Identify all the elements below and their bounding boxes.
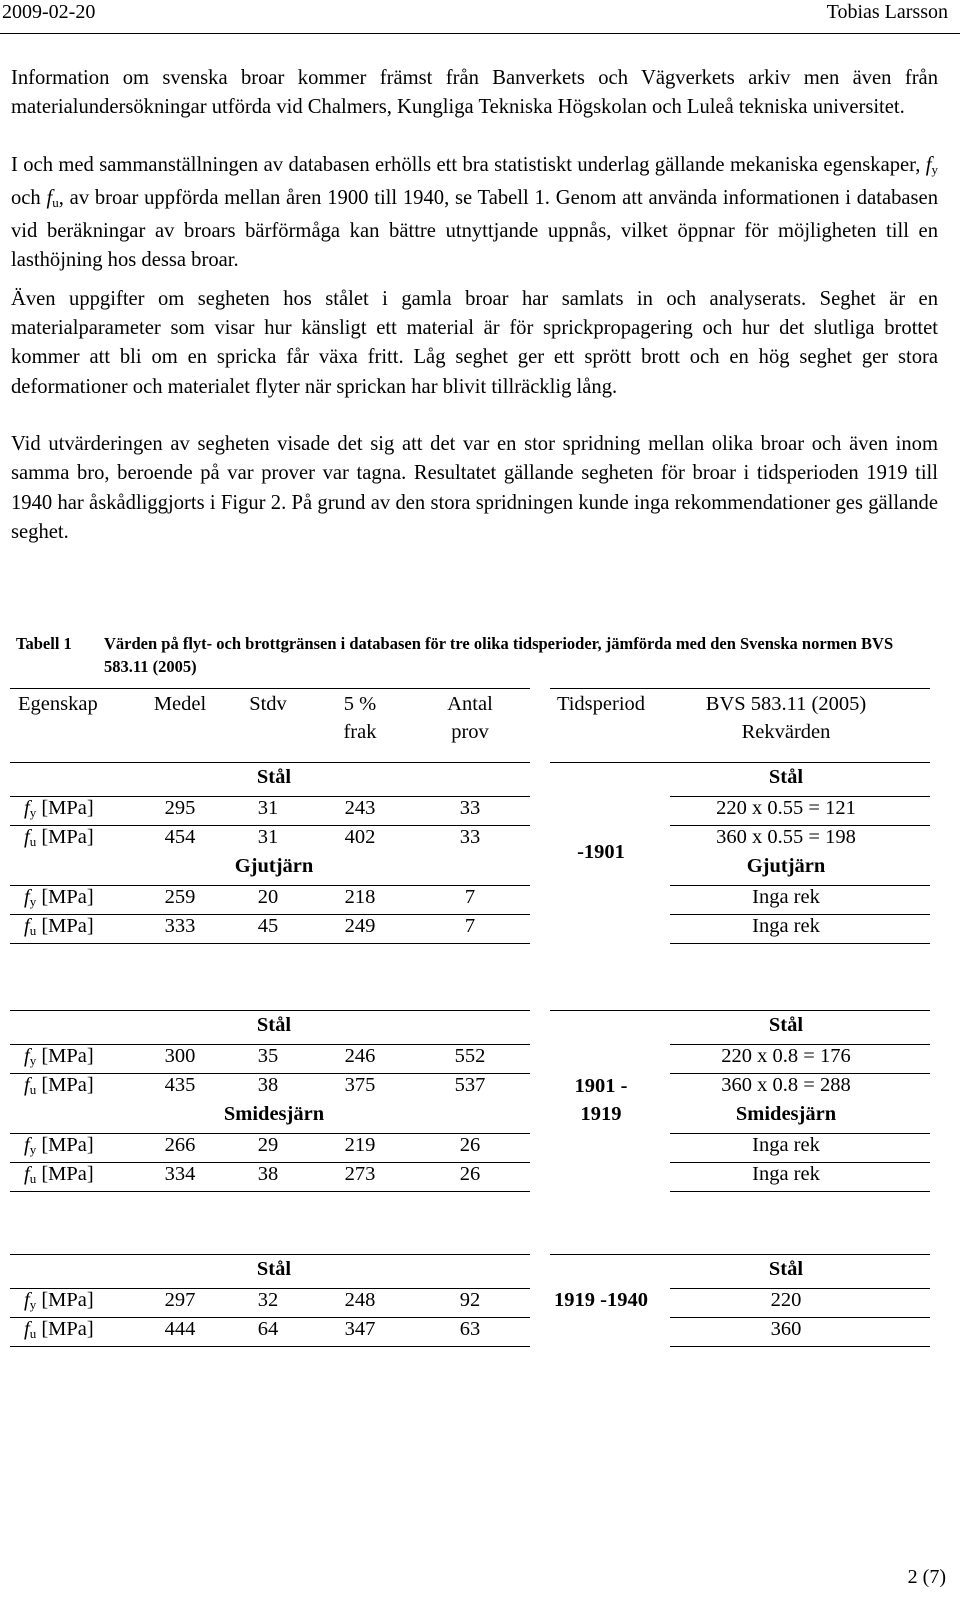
cell-stdv: 32 <box>257 1289 279 1311</box>
cell-medel: 295 <box>164 797 196 819</box>
col-header-medel: Medel <box>153 693 207 715</box>
property-label <box>24 1045 94 1069</box>
table-top-rule <box>10 688 530 689</box>
block-top-rule <box>10 1254 530 1255</box>
cell-stdv: 64 <box>257 1318 279 1340</box>
cell-frak: 246 <box>344 1045 376 1067</box>
cell-frak: 347 <box>344 1318 376 1340</box>
cell-frak: 273 <box>344 1163 376 1185</box>
property-label <box>24 1289 94 1313</box>
unit-label: [MPa] <box>36 886 94 908</box>
subscript: y <box>29 1297 37 1312</box>
block-bottom-rule <box>670 943 930 944</box>
symbol-f: f <box>24 1163 30 1185</box>
col-header-antal: prov <box>451 721 489 743</box>
cell-bvs: Inga rek <box>752 915 820 937</box>
bvs-material-heading: Stål <box>768 1014 804 1036</box>
paragraph-1: Information om svenska broar kommer främst från Banverkets och Vägverkets arkiv men även från materialundersökningar utförda vid Chalmers, Kungliga Tekniska Högskolan och Luleå tekniska universitet. <box>11 67 938 119</box>
subscript: u <box>29 834 37 849</box>
cell-medel: 266 <box>164 1134 196 1156</box>
symbol-f: f <box>24 1318 30 1340</box>
col-header-bvs: Rekvärden <box>741 721 831 743</box>
cell-medel: 259 <box>164 886 196 908</box>
symbol-f: f <box>24 1074 30 1096</box>
material-heading: Stål <box>256 1014 292 1036</box>
property-label <box>24 915 94 939</box>
block-bottom-rule <box>670 1191 930 1192</box>
paragraph-3: Även uppgifter om segheten hos stålet i gamla broar har samlats in och analyserats. Seghet är en materialparameter som visar hur känsligt ett material är för sprickpropagering och hur det slutliga brottet kommer att bli om en spricka får växa fritt. Låg seghet ger ett sprött brott och en hög seghet ger stora deformationer och materialet flyter när sprickan har blivit tillräcklig lång. <box>11 287 938 398</box>
cell-antal: 33 <box>459 826 481 848</box>
material-heading: Smidesjärn <box>223 1103 325 1125</box>
cell-bvs: 360 x 0.8 = 288 <box>721 1074 851 1096</box>
block-bottom-rule <box>10 1346 530 1347</box>
cell-bvs: Inga rek <box>752 1134 820 1156</box>
cell-antal: 26 <box>459 1134 481 1156</box>
col-header-frak: frak <box>343 721 377 743</box>
unit-label: [MPa] <box>36 1289 94 1311</box>
cell-medel: 333 <box>164 915 196 937</box>
symbol-f: f <box>24 1289 30 1311</box>
col-header-bvs: BVS 583.11 (2005) <box>705 693 867 715</box>
cell-bvs: 220 x 0.8 = 176 <box>721 1045 851 1067</box>
cell-stdv: 20 <box>257 886 279 908</box>
cell-stdv: 38 <box>257 1074 279 1096</box>
block-bottom-rule <box>670 1346 930 1347</box>
cell-antal: 537 <box>454 1074 486 1096</box>
symbol-f: f <box>24 797 30 819</box>
block-top-rule <box>550 1254 930 1255</box>
cell-frak: 218 <box>344 886 376 908</box>
subscript-u: u <box>52 194 59 210</box>
cell-frak: 248 <box>344 1289 376 1311</box>
material-heading: Gjutjärn <box>234 855 314 877</box>
unit-label: [MPa] <box>36 1163 94 1185</box>
col-header-stdv: Stdv <box>249 693 287 715</box>
block-bottom-rule <box>10 1191 530 1192</box>
data-table <box>10 0 940 1400</box>
unit-label: [MPa] <box>36 915 94 937</box>
col-header-antal: Antal <box>447 693 493 715</box>
block-bottom-rule <box>10 943 530 944</box>
subscript: y <box>29 1053 37 1068</box>
subscript: u <box>29 1326 37 1341</box>
property-label <box>24 1134 94 1158</box>
property-label <box>24 886 94 910</box>
cell-medel: 435 <box>164 1074 196 1096</box>
cell-medel: 297 <box>164 1289 196 1311</box>
material-heading: Stål <box>256 1258 292 1280</box>
unit-label: [MPa] <box>36 826 94 848</box>
block-top-rule <box>10 762 530 763</box>
subscript: u <box>29 1082 37 1097</box>
symbol-f: f <box>46 186 53 209</box>
cell-bvs: 220 x 0.55 = 121 <box>716 797 856 819</box>
period-label: -1901 <box>577 841 625 863</box>
cell-bvs: Inga rek <box>752 886 820 908</box>
property-label <box>24 797 94 821</box>
symbol-f: f <box>24 1134 30 1156</box>
cell-antal: 63 <box>459 1318 481 1340</box>
subscript: y <box>29 805 37 820</box>
cell-frak: 375 <box>344 1074 376 1096</box>
unit-label: [MPa] <box>36 797 94 819</box>
cell-medel: 444 <box>164 1318 196 1340</box>
cell-stdv: 45 <box>257 915 279 937</box>
cell-antal: 33 <box>459 797 481 819</box>
cell-antal: 7 <box>464 886 476 908</box>
cell-antal: 92 <box>459 1289 481 1311</box>
cell-antal: 7 <box>464 915 476 937</box>
period-label: 1919 -1940 <box>554 1288 648 1311</box>
subscript: y <box>29 1142 37 1157</box>
col-header-tidsperiod: Tidsperiod <box>556 693 646 715</box>
bvs-material-heading: Gjutjärn <box>746 855 826 877</box>
bvs-material-heading: Stål <box>768 766 804 788</box>
cell-medel: 334 <box>164 1163 196 1185</box>
material-heading: Stål <box>256 766 292 788</box>
cell-antal: 552 <box>454 1045 486 1067</box>
cell-stdv: 29 <box>257 1134 279 1156</box>
table-top-rule <box>550 688 930 689</box>
paragraph-2: I och med sammanställningen av databasen erhölls ett bra statistiskt underlag gällande mekaniska egenskaper, $f_y$ och $f_u$, av broar uppförda mellan åren 1900 till 1940, se Tabell 1. Genom att använda informationen i databasen vid beräkningar av broars bärförmåga kan bättre utnyttjande uppnås, vilket öppnar för möjligheten till en lasthöjning hos dessa broar. <box>11 153 938 272</box>
subscript-y: y <box>931 161 938 177</box>
cell-frak: 402 <box>344 826 376 848</box>
header-date: 2009-02-20 <box>2 1 96 23</box>
header-author: Tobias Larsson <box>826 1 948 23</box>
col-header-frak: 5 % <box>343 693 377 715</box>
cell-stdv: 31 <box>257 826 279 848</box>
property-label <box>24 826 94 850</box>
property-label <box>24 1074 94 1098</box>
cell-frak: 219 <box>344 1134 376 1156</box>
bvs-material-heading: Smidesjärn <box>735 1103 837 1125</box>
symbol-f: f <box>925 153 932 176</box>
cell-stdv: 38 <box>257 1163 279 1185</box>
page-number: 2 (7) <box>907 1566 946 1588</box>
cell-frak: 243 <box>344 797 376 819</box>
col-header-egenskap: Egenskap <box>18 693 98 715</box>
symbol-f: f <box>24 915 30 937</box>
property-label <box>24 1163 94 1187</box>
subscript: y <box>29 894 37 909</box>
symbol-f: f <box>24 826 30 848</box>
cell-bvs: 360 <box>770 1318 802 1340</box>
unit-label: [MPa] <box>36 1134 94 1156</box>
cell-stdv: 35 <box>257 1045 279 1067</box>
cell-bvs: Inga rek <box>752 1163 820 1185</box>
paragraph-4: Vid utvärderingen av segheten visade det sig att det var en stor spridning mellan olika broar och även inom samma bro, beroende på var prover var tagna. Resultatet gällande segheten för broar i tidsperioden 1919 till 1940 har åskådliggjorts i Figur 2. På grund av den stora spridningen kunde inga rekommendationer ges gällande seghet. <box>11 432 938 543</box>
subscript: u <box>29 923 37 938</box>
cell-stdv: 31 <box>257 797 279 819</box>
unit-label: [MPa] <box>36 1318 94 1340</box>
cell-medel: 454 <box>164 826 196 848</box>
table-caption-label: Tabell 1 <box>16 634 72 653</box>
period-label: 1901 - <box>574 1075 628 1097</box>
block-top-rule <box>550 1010 930 1011</box>
cell-antal: 26 <box>459 1163 481 1185</box>
cell-bvs: 220 <box>770 1289 802 1311</box>
period-label: 1919 <box>580 1103 622 1125</box>
symbol-f: f <box>24 1045 30 1067</box>
block-top-rule <box>10 1010 530 1011</box>
bvs-material-heading: Stål <box>768 1258 804 1280</box>
cell-bvs: 360 x 0.55 = 198 <box>716 826 856 848</box>
unit-label: [MPa] <box>36 1074 94 1096</box>
table-caption-text: Värden på flyt- och brottgränsen i databasen för tre olika tidsperioder, jämförda med den Svenska normen BVS 583.11 (2005) <box>104 634 894 676</box>
block-top-rule <box>550 762 930 763</box>
unit-label: [MPa] <box>36 1045 94 1067</box>
subscript: u <box>29 1171 37 1186</box>
cell-frak: 249 <box>344 915 376 937</box>
property-label <box>24 1318 94 1342</box>
symbol-f: f <box>24 886 30 908</box>
cell-medel: 300 <box>164 1045 196 1067</box>
